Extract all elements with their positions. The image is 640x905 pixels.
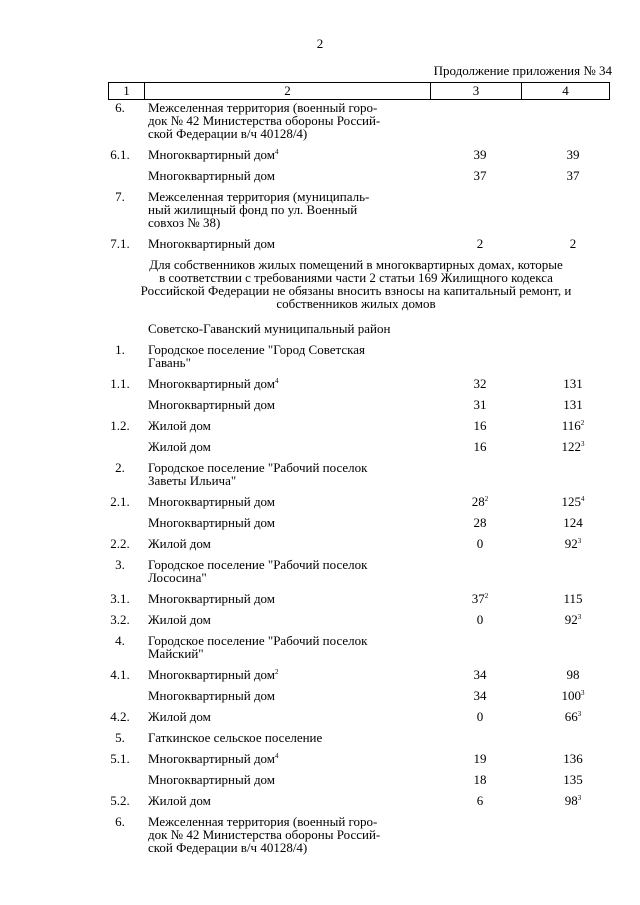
- column-header-row: [108, 82, 610, 100]
- footnote-mark: 3: [577, 710, 582, 718]
- row-value-col3: 0: [476, 709, 484, 724]
- row-name: Городское поселение "Рабочий поселок Заветы Ильича": [148, 460, 368, 488]
- column-header-3: 3: [431, 83, 522, 99]
- row-name: Жилой дом: [148, 793, 211, 808]
- row-number: 4.: [115, 633, 125, 648]
- table-row: [0, 495, 640, 516]
- table-row: [0, 815, 640, 862]
- table-row: [0, 689, 640, 710]
- row-value-col3: 0: [476, 612, 484, 627]
- row-value-col3: 19: [473, 751, 487, 766]
- row-number: 5.2.: [110, 793, 130, 808]
- row-number: 7.1.: [110, 236, 130, 251]
- row-number: 1.: [115, 342, 125, 357]
- row-number: 4.2.: [110, 709, 130, 724]
- row-number: 7.: [115, 189, 125, 204]
- row-value-col3: 16: [473, 439, 487, 454]
- row-value-col3: 34: [473, 667, 487, 682]
- section-b: [0, 343, 640, 862]
- row-name: Межселенная территория (военный горо- док № 42 Министерства обороны Россий- ской Федерации в/ч 40128/4): [148, 814, 381, 855]
- table-row: [0, 377, 640, 398]
- row-value-col3: 37: [473, 168, 487, 183]
- footnote-mark: 2: [484, 495, 489, 503]
- row-value-col4: $92^3$: [564, 536, 582, 551]
- table-row: [0, 537, 640, 558]
- row-name: Жилой дом: [148, 536, 211, 551]
- row-number: 1.1.: [110, 376, 130, 391]
- row-number: 2.1.: [110, 494, 130, 509]
- row-number: 5.: [115, 730, 125, 745]
- row-number: 6.1.: [110, 147, 130, 162]
- row-name: Многоквартирный дом: [148, 591, 276, 606]
- row-number: 4.1.: [110, 667, 130, 682]
- row-value-col3: 34: [473, 688, 487, 703]
- row-name: Многоквартирный дом: [148, 168, 276, 183]
- row-name: Многоквартирный дом$^4$: [148, 376, 279, 391]
- row-value-col4: 39: [566, 147, 580, 162]
- table-row: [0, 773, 640, 794]
- row-value-col4: $100^3$: [561, 688, 585, 703]
- table-row: [0, 634, 640, 668]
- footnote-mark: 3: [577, 537, 582, 545]
- row-value-col3: 18: [473, 772, 487, 787]
- row-value-col3: 39: [473, 147, 487, 162]
- footnote-mark: 3: [577, 794, 582, 802]
- footnote-mark: 2: [484, 592, 489, 600]
- column-header-2: 2: [145, 83, 431, 99]
- row-number: 6.: [115, 100, 125, 115]
- row-name: Жилой дом: [148, 612, 211, 627]
- footnote-mark: 3: [581, 689, 585, 697]
- table-row: [0, 668, 640, 689]
- footnote-mark: 3: [577, 613, 582, 621]
- row-name: Многоквартирный дом$^2$: [148, 667, 279, 682]
- row-value-col3: 16: [473, 418, 487, 433]
- row-number: 3.2.: [110, 612, 130, 627]
- district-title: Советско-Гаванский муниципальный район: [148, 321, 391, 336]
- row-number: 5.1.: [110, 751, 130, 766]
- row-value-col3: $28^2$: [471, 494, 489, 509]
- section-a: [0, 101, 640, 258]
- table-row: [0, 169, 640, 190]
- row-name: Городское поселение "Город Советская Гавань": [148, 342, 366, 370]
- table-row: [0, 731, 640, 752]
- row-name: Многоквартирный дом: [148, 494, 276, 509]
- row-name: Городское поселение "Рабочий поселок Майский": [148, 633, 368, 661]
- footnote-mark: 4: [275, 148, 279, 156]
- footnote-mark: 3: [581, 440, 585, 448]
- continuation-caption: Продолжение приложения № 34: [433, 63, 612, 78]
- column-header-4: 4: [562, 83, 569, 98]
- footnote-mark: 4: [275, 752, 279, 760]
- row-value-col3: $37^2$: [471, 591, 489, 606]
- row-value-col4: $125^4$: [561, 494, 585, 509]
- row-value-col4: $66^3$: [564, 709, 582, 724]
- row-name: Межселенная территория (муниципаль- ный жилищный фонд по ул. Военный совхоз № 38): [148, 189, 370, 230]
- row-number: 1.2.: [110, 418, 130, 433]
- row-value-col4: 37: [566, 168, 580, 183]
- table-row: [0, 398, 640, 419]
- table-row: [0, 558, 640, 592]
- row-name: Многоквартирный дом: [148, 515, 276, 530]
- row-name: Многоквартирный дом: [148, 397, 276, 412]
- table-row: [0, 794, 640, 815]
- row-name: Жилой дом: [148, 709, 211, 724]
- table-row: [0, 516, 640, 537]
- row-value-col3: 6: [476, 793, 484, 808]
- table-row: [0, 101, 640, 148]
- table-row: [0, 592, 640, 613]
- footnote-mark: 4: [275, 377, 279, 385]
- row-value-col4: 115: [563, 591, 583, 606]
- row-name: Многоквартирный дом: [148, 772, 276, 787]
- footnote-mark: 2: [580, 419, 585, 427]
- row-value-col3: 32: [473, 376, 487, 391]
- row-value-col3: 31: [473, 397, 487, 412]
- row-name: Городское поселение "Рабочий поселок Лососина": [148, 557, 368, 585]
- row-number: 2.: [115, 460, 125, 475]
- row-name: Жилой дом: [148, 418, 211, 433]
- row-value-col4: 2: [569, 236, 577, 251]
- row-name: Многоквартирный дом: [148, 236, 276, 251]
- row-number: 3.1.: [110, 591, 130, 606]
- row-value-col3: 0: [476, 536, 484, 551]
- page-number: 2: [316, 36, 324, 51]
- row-number: 6.: [115, 814, 125, 829]
- footnote-mark: 4: [581, 495, 585, 503]
- row-name: Гаткинское сельское поселение: [148, 730, 323, 745]
- row-value-col4: $122^3$: [561, 439, 585, 454]
- table-row: [0, 613, 640, 634]
- row-name: Межселенная территория (военный горо- док № 42 Министерства обороны Россий- ской Федерации в/ч 40128/4): [148, 100, 381, 141]
- row-number: 3.: [115, 557, 125, 572]
- row-number: 2.2.: [110, 536, 130, 551]
- row-name: Многоквартирный дом: [148, 688, 276, 703]
- row-value-col4: 124: [563, 515, 583, 530]
- table-row: [0, 237, 640, 258]
- row-value-col4: 131: [563, 376, 583, 391]
- table-body: [0, 101, 640, 862]
- row-name: Жилой дом: [148, 439, 211, 454]
- row-name: Многоквартирный дом$^4$: [148, 751, 279, 766]
- table-row: [0, 343, 640, 377]
- row-value-col4: $116^2$: [561, 418, 585, 433]
- row-value-col4: 135: [563, 772, 583, 787]
- row-value-col4: 98: [566, 667, 580, 682]
- row-value-col4: $98^3$: [564, 793, 582, 808]
- table-row: [0, 419, 640, 440]
- table-row: [0, 461, 640, 495]
- row-value-col4: 131: [563, 397, 583, 412]
- table-row: [0, 752, 640, 773]
- row-value-col4: $92^3$: [564, 612, 582, 627]
- row-value-col4: 136: [563, 751, 583, 766]
- row-name: Многоквартирный дом$^4$: [148, 147, 279, 162]
- row-value-col3: 2: [476, 236, 484, 251]
- note-paragraph: Для собственников жилых помещений в многоквартирных домах, которые в соответствии с требованиями части 2 статьи 169 Жилищного кодекса Российской Федерации не обязаны вносить взносы на капитальный ремонт, и собственников жилых домов: [140, 257, 572, 311]
- column-header-1: 1: [109, 83, 145, 99]
- table-row: [0, 148, 640, 169]
- table-row: [0, 710, 640, 731]
- table-row: [0, 190, 640, 237]
- footnote-mark: 2: [275, 668, 279, 676]
- row-value-col3: 28: [473, 515, 487, 530]
- table-row: [0, 440, 640, 461]
